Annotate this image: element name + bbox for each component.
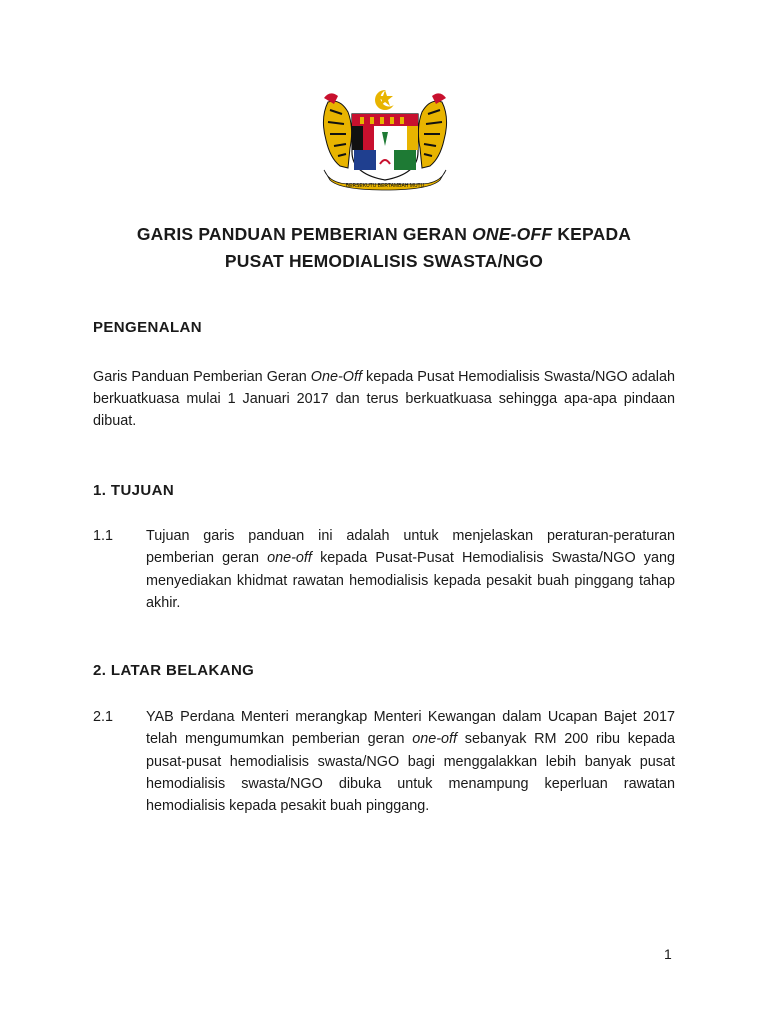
section-heading-tujuan: 1. TUJUAN [93, 482, 175, 499]
coat-of-arms-icon [310, 88, 460, 196]
crest-motto: BERSEKUTU BERTAMBAH MUTU [345, 183, 425, 189]
document-title-line-1: GARIS PANDUAN PEMBERIAN GERAN ONE-OFF KEPADA [136, 224, 632, 244]
page-number: 1 [664, 946, 672, 962]
item-number-2-1: 2.1 [93, 709, 114, 725]
item-text-1-1: Tujuan garis panduan ini adalah untuk menjelaskan peraturan-peraturan pemberian geran one-off kepada Pusat-Pusat Hemodialisis Swasta/NGO yang menyediakan khidmat rawatan hemodialisis kepada pesakit buah pinggang tahap akhir. [146, 528, 675, 611]
item-text-2-1: YAB Perdana Menteri merangkap Menteri Kewangan dalam Ucapan Bajet 2017 telah mengumumkan pemberian geran one-off sebanyak RM 200 ribu kepada pusat-pusat hemodialisis swasta/NGO bagi menggalakkan lebih banyak pusat hemodialisis swasta/NGO dibuka untuk menampung keperluan rawatan hemodialisis kepada pesakit buah pinggang. [146, 709, 675, 815]
pengenalan-paragraph: Garis Panduan Pemberian Geran One-Off kepada Pusat Hemodialisis Swasta/NGO adalah berkuatkuasa mulai 1 Januari 2017 dan terus berkuatkuasa sehingga apa-apa pindaan dibuat. [93, 369, 675, 429]
document-title-line-2: PUSAT HEMODIALISIS SWASTA/NGO [224, 251, 544, 271]
section-heading-pengenalan: PENGENALAN [93, 319, 203, 336]
section-heading-latar-belakang: 2. LATAR BELAKANG [93, 662, 255, 679]
item-number-1-1: 1.1 [93, 528, 114, 544]
